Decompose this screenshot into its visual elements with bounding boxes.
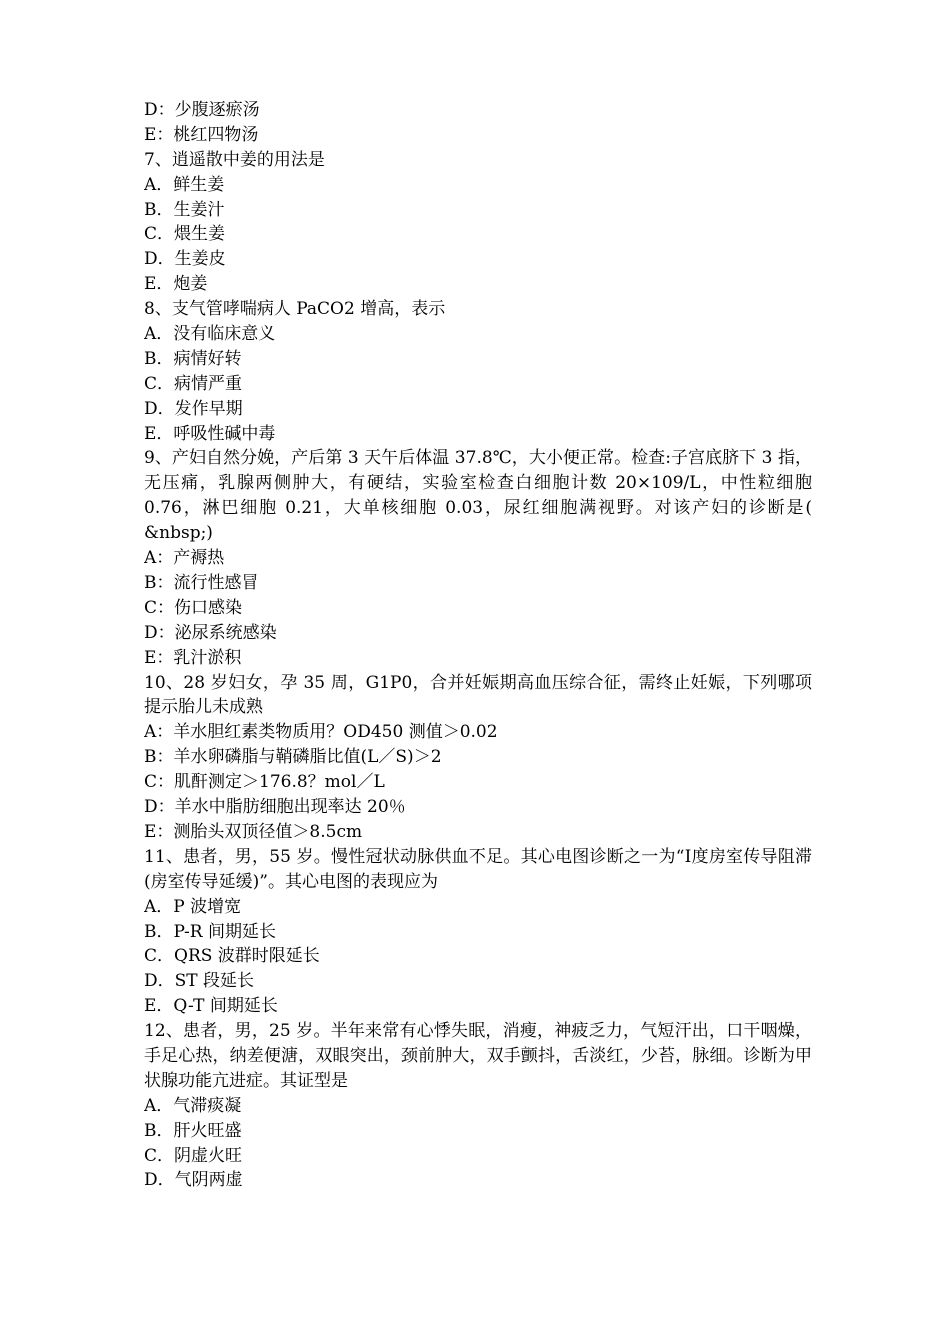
- option-line: A．P 波增宽: [144, 896, 242, 917]
- option-line: E：测胎头双顶径值＞8.5cm: [144, 821, 363, 842]
- question-stem: 8、支气管哮喘病人 PaCO2 增高，表示: [144, 299, 446, 320]
- option-line: C：伤口感染: [144, 597, 243, 618]
- option-line: A：羊水胆红素类物质用？OD450 测值＞0.02: [144, 722, 498, 743]
- option-line: B．肝火旺盛: [144, 1120, 242, 1141]
- question-stem: 12、患者，男，25 岁。半年来常有心悸失眠，消瘦，神疲乏力，气短汗出，口干咽燥，手足心热，纳差便溏，双眼突出，颈前肿大，双手颤抖，舌淡红，少苔，脉细。诊断为甲状腺功能亢进症。其证型是: [144, 1021, 812, 1091]
- option-line: B．P-R 间期延长: [144, 921, 276, 942]
- option-line: B：流行性感冒: [144, 572, 259, 593]
- option-line: D．发作早期: [144, 398, 243, 419]
- option-line: A．气滞痰凝: [144, 1095, 242, 1116]
- option-line: E：桃红四物汤: [144, 124, 259, 145]
- option-line: B．生姜汁: [144, 199, 225, 220]
- option-line: C．病情严重: [144, 373, 243, 394]
- question-text-body: [144, 98, 812, 1193]
- question-stem: 10、28 岁妇女，孕 35 周，G1P0，合并妊娠期高血压综合征，需终止妊娠，下列哪项提示胎儿未成熟: [144, 672, 812, 718]
- option-line: E．Q-T 间期延长: [144, 996, 278, 1017]
- option-line: B．病情好转: [144, 348, 242, 369]
- option-line: A．鲜生姜: [144, 174, 225, 195]
- option-line: A：产褥热: [144, 548, 225, 569]
- option-line: D：少腹逐瘀汤: [144, 100, 260, 120]
- option-line: D．ST 段延长: [144, 971, 255, 992]
- option-line: C．阴虚火旺: [144, 1145, 243, 1166]
- option-line: D：羊水中脂肪细胞出现率达 20％: [144, 797, 406, 818]
- question-stem: 11、患者，男，55 岁。慢性冠状动脉供血不足。其心电图诊断之一为“Ⅰ度房室传导阻滞(房室传导延缓)”。其心电图的表现应为: [144, 846, 812, 892]
- option-line: E．呼吸性碱中毒: [144, 423, 276, 444]
- option-line: D：泌尿系统感染: [144, 622, 277, 643]
- option-line: C：肌酐测定＞176.8？mol／L: [144, 772, 385, 793]
- option-line: D．生姜皮: [144, 249, 226, 270]
- option-line: B：羊水卵磷脂与鞘磷脂比值(L／S)＞2: [144, 747, 442, 768]
- question-stem: 7、逍遥散中姜的用法是: [144, 149, 325, 170]
- option-line: C．QRS 波群时限延长: [144, 946, 320, 967]
- option-line: E．炮姜: [144, 274, 208, 295]
- question-stem: 9、产妇自然分娩，产后第 3 天午后体温 37.8℃，大小便正常。检查:子宫底脐下 3 指，无压痛，乳腺两侧肿大，有硬结，实验室检查白细胞计数 20×109/L，中性粒细胞 0.76，淋巴细胞 0.21，大单核细胞 0.03，尿红细胞满视野。对该产妇的诊断是( &nbsp;): [144, 448, 812, 544]
- option-line: E：乳汁淤积: [144, 647, 242, 668]
- option-line: C．煨生姜: [144, 224, 226, 245]
- option-line: A．没有临床意义: [144, 324, 276, 345]
- option-line: D．气阴两虚: [144, 1170, 243, 1191]
